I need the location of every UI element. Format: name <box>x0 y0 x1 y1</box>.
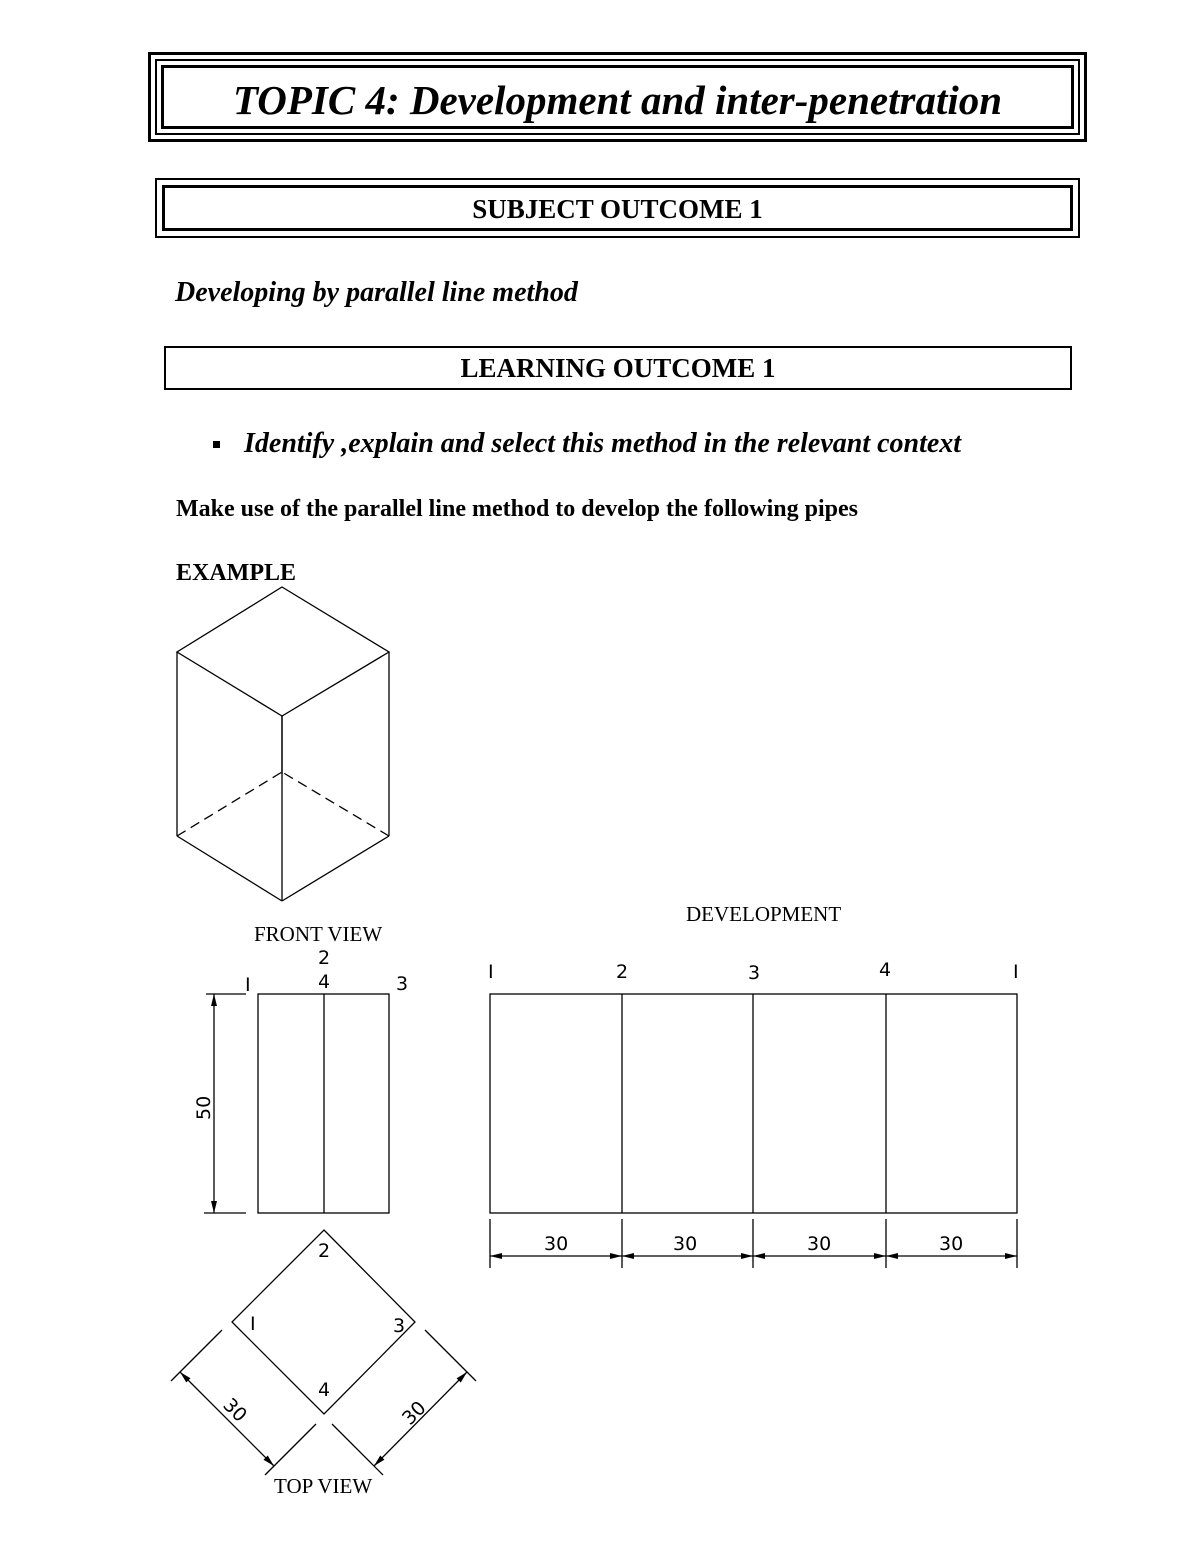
top-point-right: 3 <box>393 1315 406 1337</box>
development-pattern <box>490 994 1017 1268</box>
front-point-middle: 4 <box>318 971 331 993</box>
top-view-label: TOP VIEW <box>274 1474 373 1498</box>
development-dimension-2: 30 <box>673 1233 698 1255</box>
development-point-2: 2 <box>616 961 629 983</box>
example-label: EXAMPLE <box>176 560 296 586</box>
subject-outcome-title: SUBJECT OUTCOME 1 <box>472 194 763 224</box>
top-dimension-right: 30 <box>397 1396 431 1430</box>
top-point-left: I <box>250 1313 256 1335</box>
front-view-label: FRONT VIEW <box>254 922 383 946</box>
topic-title: TOPIC 4: Development and inter-penetration <box>232 77 1003 123</box>
development-dimension-1: 30 <box>544 1233 569 1255</box>
top-point-top: 2 <box>318 1240 331 1262</box>
top-view <box>171 1230 476 1475</box>
top-point-bottom: 4 <box>318 1379 331 1401</box>
front-point-left: I <box>245 974 251 996</box>
method-heading: Developing by parallel line method <box>175 277 578 308</box>
front-height-dimension: 50 <box>193 1095 215 1120</box>
learning-outcome-title: LEARNING OUTCOME 1 <box>460 353 776 383</box>
development-point-5: I <box>1013 961 1019 983</box>
front-view <box>204 994 389 1213</box>
instruction-text: Make use of the parallel line method to develop the following pipes <box>176 496 858 522</box>
isometric-prism <box>177 587 389 901</box>
development-point-1: I <box>488 961 494 983</box>
bullet-text: Identify ,explain and select this method in the relevant context <box>244 428 962 459</box>
development-dimension-3: 30 <box>807 1233 832 1255</box>
top-dimension-left: 30 <box>218 1393 252 1427</box>
front-point-right: 3 <box>396 973 409 995</box>
development-point-3: 3 <box>748 962 761 984</box>
development-label: DEVELOPMENT <box>686 902 842 926</box>
front-point-top: 2 <box>318 947 331 969</box>
development-dimension-4: 30 <box>939 1233 964 1255</box>
development-point-4: 4 <box>879 959 892 981</box>
